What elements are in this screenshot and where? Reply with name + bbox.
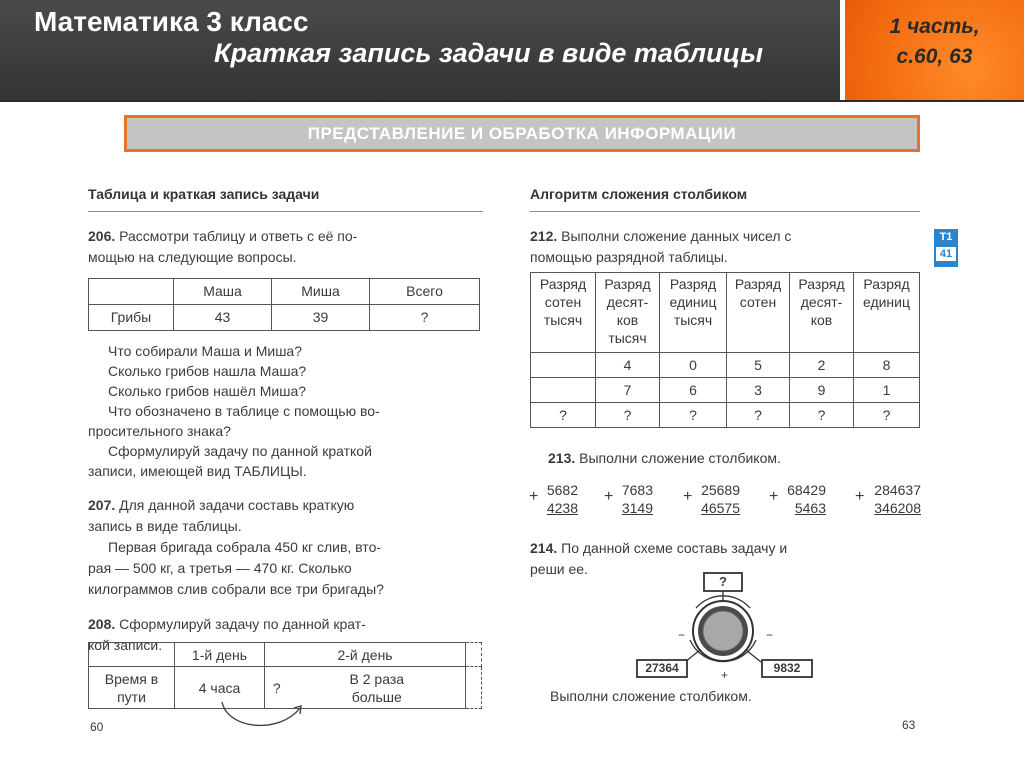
reference-pages: с.60, 63 <box>896 45 973 68</box>
addition-problem: + 7683 3149 <box>604 482 653 516</box>
table-cell: 9 <box>790 378 854 403</box>
table-header-cell: Миша <box>272 279 370 305</box>
page-number-left: 60 <box>90 720 104 734</box>
task-206 <box>88 226 483 481</box>
right-number: 9832 <box>773 661 801 675</box>
table-header-cell: Разряд десят- ков тысяч <box>596 273 660 353</box>
table-cell <box>466 643 482 667</box>
page-number-right: 63 <box>902 718 916 732</box>
header-divider <box>0 100 1024 102</box>
table-cell: 0 <box>660 353 727 378</box>
table-cell <box>531 353 596 378</box>
table-cell: ? <box>727 403 790 428</box>
table-cell: 43 <box>174 305 272 331</box>
task-number: 213. <box>548 450 576 466</box>
task-207 <box>88 495 483 600</box>
table-cell: ? <box>596 403 660 428</box>
addition-problem: + 25689 46575 <box>683 482 740 516</box>
task-number: 212. <box>530 228 558 244</box>
badge-number: 41 <box>936 247 956 261</box>
topic-banner-text: ПРЕДСТАВЛЕНИЕ И ОБРАБОТКА ИНФОРМАЦИИ <box>307 124 737 143</box>
minus-sign: − <box>678 628 686 642</box>
place-value-table <box>530 272 920 428</box>
task-text: Первая бригада собрала 450 кг слив, вто- <box>108 539 382 555</box>
textbook-page-left <box>88 170 483 656</box>
page-reference-panel <box>845 0 1024 100</box>
table-cell: 1 <box>854 378 920 403</box>
table-cell: 3 <box>727 378 790 403</box>
task-text: кой записи. <box>88 637 163 653</box>
task-text: запись в виде таблицы. <box>88 518 242 534</box>
table-header-cell: Маша <box>174 279 272 305</box>
left-number: 27364 <box>645 661 679 675</box>
task-212 <box>530 226 920 268</box>
task-number: 206. <box>88 228 116 244</box>
task-instruction: Выполни сложение столбиком. <box>550 688 752 704</box>
textbook-badge <box>934 229 958 267</box>
table-cell: 2 <box>790 353 854 378</box>
slide-subtitle: Краткая запись задачи в виде таблицы <box>214 38 764 68</box>
table-header-cell: Разряд единиц <box>854 273 920 353</box>
minus-sign: − <box>766 628 774 642</box>
section-title-left: Таблица и краткая запись задачи <box>88 184 483 212</box>
table-cell: 8 <box>854 353 920 378</box>
task-text: мощью на следующие вопросы. <box>88 249 297 265</box>
table-cell: ? <box>660 403 727 428</box>
cell-text: больше <box>351 688 402 705</box>
question: Сколько грибов нашла Маша? <box>108 363 307 379</box>
reference-part: 1 часть, <box>889 15 980 38</box>
badge-label: Т1 <box>939 231 953 243</box>
slide-header <box>0 0 840 100</box>
table-cell: ? <box>790 403 854 428</box>
table-cell: ? <box>531 403 596 428</box>
travel-time-table <box>88 642 482 709</box>
table-cell <box>531 378 596 403</box>
table-cell: ? <box>370 305 480 331</box>
inner-disc <box>703 611 743 651</box>
task-text: Выполни сложение данных чисел с <box>561 228 792 244</box>
addition-problem: + 68429 5463 <box>769 482 826 516</box>
question: записи, имеющей вид ТАБЛИЦЫ. <box>88 463 307 479</box>
table-cell: ? <box>854 403 920 428</box>
table-cell: 4 <box>596 353 660 378</box>
addition-problem: + 284637 346208 <box>855 482 921 516</box>
question: просительного знака? <box>88 423 231 439</box>
table-cell <box>89 667 175 709</box>
table-cell: 6 <box>660 378 727 403</box>
task-number: 214. <box>530 540 558 556</box>
result-box-label: ? <box>719 574 727 589</box>
task-text: По данной схеме составь задачу и <box>561 540 788 556</box>
task-text: Сформулируй задачу по данной крат- <box>119 616 366 632</box>
mushrooms-table <box>88 278 480 331</box>
table-header-cell: Разряд сотен тысяч <box>531 273 596 353</box>
table-header-cell: Разряд десят- ков <box>790 273 854 353</box>
plus-sign: + <box>721 668 729 682</box>
question: Что обозначено в таблице с помощью во- <box>108 403 380 419</box>
table-cell: 5 <box>727 353 790 378</box>
task-text: Для данной задачи составь краткую <box>119 497 355 513</box>
task-text: помощью разрядной таблицы. <box>530 249 728 265</box>
question: Что собирали Маша и Миша? <box>108 343 303 359</box>
addition-problem: + 5682 4238 <box>529 482 578 516</box>
table-header-cell: Всего <box>370 279 480 305</box>
table-cell <box>89 643 175 667</box>
table-cell: Грибы <box>89 305 174 331</box>
table-header-cell: Разряд единиц тысяч <box>660 273 727 353</box>
task-213 <box>548 450 781 466</box>
task-number: 207. <box>88 497 116 513</box>
row-label: Время в <box>104 670 159 687</box>
section-title-right: Алгоритм сложения столбиком <box>530 184 920 212</box>
task-text: Выполни сложение столбиком. <box>579 450 781 466</box>
table-header-cell: Разряд сотен <box>727 273 790 353</box>
table-cell: 4 часа <box>175 667 265 709</box>
task-text: реши ее. <box>530 561 588 577</box>
task-number: 208. <box>88 616 116 632</box>
table-header-cell: 2-й день <box>265 643 466 667</box>
cell-text: В 2 раза <box>349 670 405 687</box>
task-text: килограммов слив собрали все три бригады? <box>88 581 384 597</box>
question: Сколько грибов нашёл Миша? <box>108 383 307 399</box>
brace-arrow-icon <box>200 700 320 736</box>
table-cell <box>466 667 482 709</box>
table-cell: ? <box>265 667 289 709</box>
table-header-cell <box>89 279 174 305</box>
topic-banner <box>124 115 920 152</box>
textbook-page-right <box>530 170 920 268</box>
question: Сформулируй задачу по данной краткой <box>108 443 372 459</box>
row-label: пути <box>117 688 146 705</box>
table-header-cell: 1-й день <box>175 643 265 667</box>
task-text: Рассмотри таблицу и ответь с её по- <box>119 228 358 244</box>
table-cell: 7 <box>596 378 660 403</box>
table-cell: 39 <box>272 305 370 331</box>
task-text: рая — 500 кг, а третья — 470 кг. Сколько <box>88 560 352 576</box>
slide-title: Математика 3 класс <box>34 6 309 37</box>
